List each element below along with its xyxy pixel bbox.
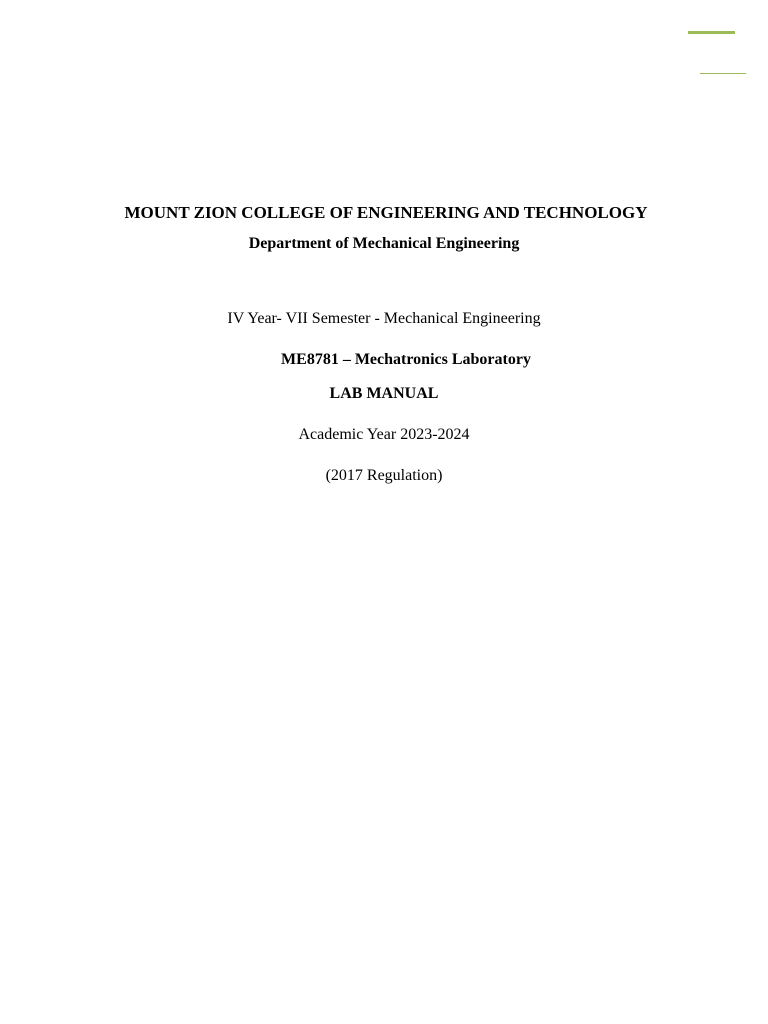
year-semester: IV Year- VII Semester - Mechanical Engineering	[227, 310, 541, 327]
document-type: LAB MANUAL	[329, 385, 439, 402]
decorative-accent-rule	[688, 31, 735, 34]
regulation: (2017 Regulation)	[325, 467, 443, 484]
course-title: ME8781 – Mechatronics Laboratory	[281, 351, 531, 368]
decorative-accent-rule-thin	[700, 73, 746, 74]
academic-year: Academic Year 2023-2024	[298, 426, 470, 443]
college-name: MOUNT ZION COLLEGE OF ENGINEERING AND TECHNOLOGY	[124, 203, 648, 222]
department-name: Department of Mechanical Engineering	[248, 235, 520, 252]
